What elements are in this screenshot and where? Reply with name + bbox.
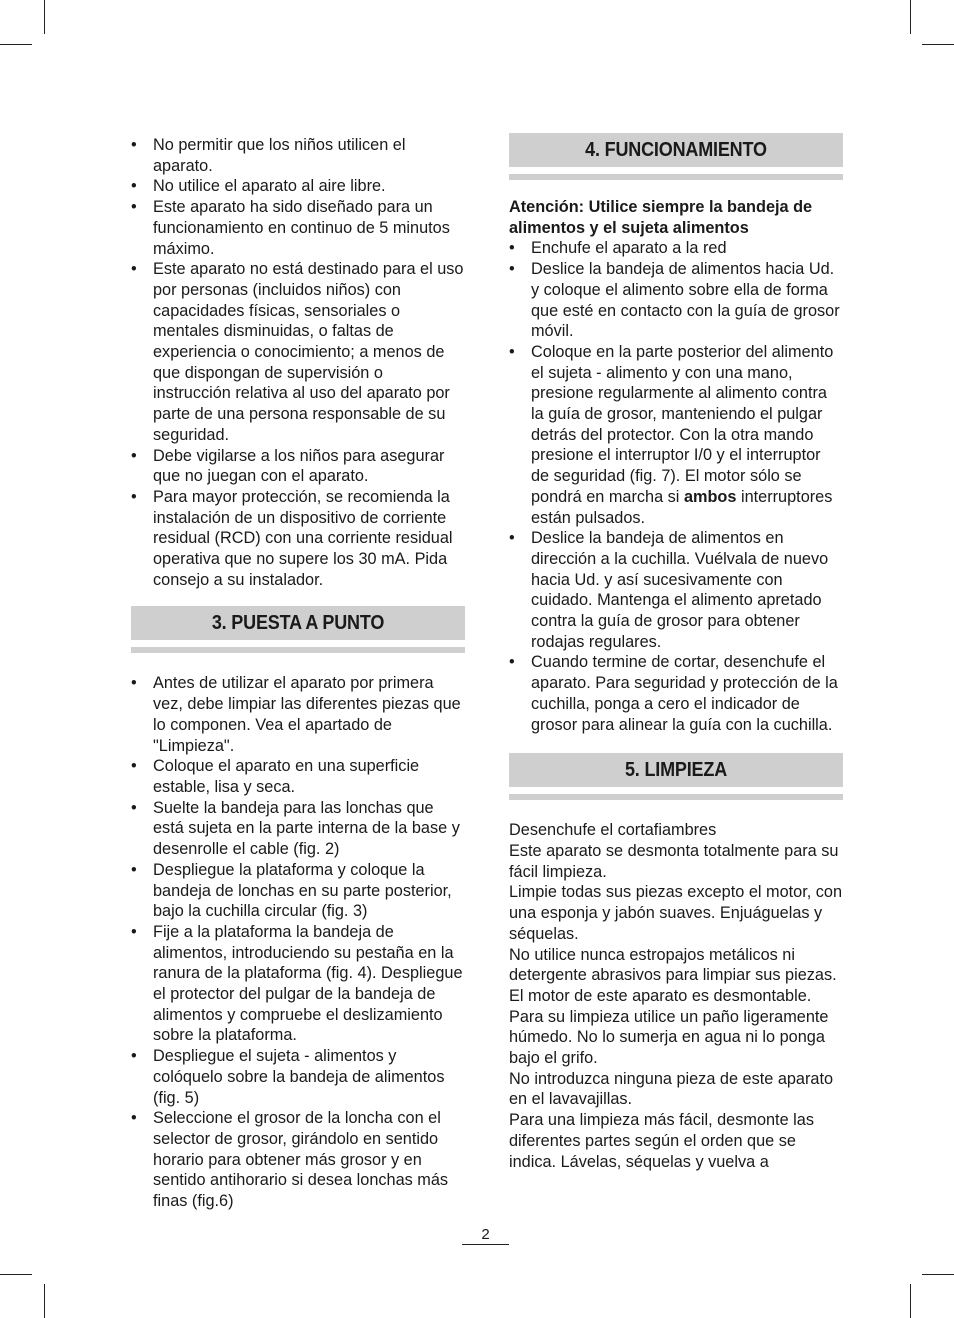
list-item: • Despliegue la plataforma y coloque la bandeja de lonchas en su parte posterior, bajo la cuchilla circular (fig. 3) <box>131 860 465 922</box>
list-item <box>509 342 843 528</box>
crop-mark <box>0 1274 32 1275</box>
list-item-text: interruptores están pulsados. <box>531 487 833 527</box>
list-item: • Debe vigilarse a los niños para asegurar que no juegan con el aparato. <box>131 446 465 487</box>
crop-mark <box>910 0 911 34</box>
attention-note: Atención: Utilice siempre la bandeja de alimentos y el sujeta alimentos <box>509 198 813 237</box>
list-item: • Enchufe el aparato a la red <box>509 238 843 259</box>
crop-mark <box>910 1284 911 1318</box>
crop-mark <box>922 1274 954 1275</box>
list-item: • Coloque el aparato en una superficie estable, lisa y seca. <box>131 756 465 797</box>
paragraph: Limpie todas sus piezas excepto el motor, con una esponja y jabón suaves. Enjuáguelas y séquelas. <box>509 883 843 943</box>
list-item: • Cuando termine de cortar, desenchufe el aparato. Para seguridad y protección de la cuchilla, ponga a cero el indicador de grosor para alinear la guía con la cuchilla. <box>509 652 843 735</box>
page-number: 2 <box>462 1226 509 1245</box>
cleaning-section-header <box>509 753 843 800</box>
list-item: • Antes de utilizar el aparato por primera vez, debe limpiar las diferentes piezas que lo componen. Vea el apartado de "Limpieza". <box>131 673 465 756</box>
section-rule <box>131 647 465 653</box>
operation-list <box>509 238 843 735</box>
paragraph: Este aparato se desmonta totalmente para su fácil limpieza. <box>509 841 839 881</box>
left-column <box>131 135 465 1212</box>
setup-list <box>131 673 465 1211</box>
operation-section-header <box>509 133 843 180</box>
list-item: • Deslice la bandeja de alimentos hacia Ud. y coloque el alimento sobre ella de forma que esté en contacto con la guía de grosor móvil. <box>509 259 843 342</box>
list-item: • Deslice la bandeja de alimentos en dirección a la cuchilla. Vuélvala de nuevo hacia Ud. y así sucesivamente con cuidado. Mantenga el alimento apretado contra la guía de grosor para obtener rodajas regulares. <box>509 528 843 652</box>
list-item: • Despliegue el sujeta - alimentos y colóquelo sobre la bandeja de alimentos (fig. 5) <box>131 1046 465 1108</box>
paragraph: No introduzca ninguna pieza de este aparato en el lavavajillas. <box>509 1069 834 1109</box>
list-item-text: Coloque en la parte posterior del alimento el sujeta - alimento y con una mano, presione regularmente al alimento contra la guía de grosor, manteniendo el pulgar detrás del protector. Con la otra mando presione el interruptor I/0 y el interruptor de seguridad (fig. 7). El motor sólo se pondrá en marcha si <box>531 342 834 506</box>
list-item: • Para mayor protección, se recomienda la instalación de un dispositivo de corriente residual (RCD) con una corriente residual operativa que no supere los 30 mA. Pida consejo a su instalador. <box>131 487 465 591</box>
list-item: • Este aparato ha sido diseñado para un funcionamiento en continuo de 5 minutos máximo. <box>131 197 465 259</box>
emphasis-text: ambos <box>683 487 737 506</box>
paragraph: Para una limpieza más fácil, desmonte las diferentes partes según el orden que se indica. Lávelas, séquelas y vuelva a <box>509 1111 814 1171</box>
section-rule <box>509 794 843 800</box>
list-item: • Fije a la plataforma la bandeja de alimentos, introduciendo su pestaña en la ranura de la plataforma (fig. 4). Despliegue el protector del pulgar de la bandeja de alimentos y compruebe el deslizamiento sobre la plataforma. <box>131 922 465 1046</box>
paragraph: El motor de este aparato es desmontable. Para su limpieza utilice un paño ligeramente húmedo. No lo sumerja en agua ni lo ponga bajo el grifo. <box>509 986 829 1068</box>
paragraph: No utilice nunca estropajos metálicos ni detergente abrasivos para limpiar sus piezas. <box>509 945 837 985</box>
list-item: • No utilice el aparato al aire libre. <box>131 176 465 197</box>
safety-list <box>131 135 465 590</box>
list-item: • Seleccione el grosor de la loncha con el selector de grosor, girándolo en sentido horario para obtener más grosor y en sentido antihorario si desea lonchas más finas (fig.6) <box>131 1108 465 1212</box>
crop-mark <box>44 1284 45 1318</box>
list-item: • No permitir que los niños utilicen el aparato. <box>131 135 465 176</box>
section-title: 3. PUESTA A PUNTO <box>148 606 449 640</box>
paragraph: Desenchufe el cortafiambres <box>509 821 717 840</box>
section-rule <box>509 174 843 180</box>
section-title: 5. LIMPIEZA <box>526 753 827 787</box>
section-title: 4. FUNCIONAMIENTO <box>526 133 827 167</box>
crop-mark <box>44 0 45 34</box>
crop-mark <box>922 44 954 45</box>
right-column <box>509 133 843 1172</box>
setup-section-header <box>131 606 465 653</box>
list-item: • Suelte la bandeja para las lonchas que está sujeta en la parte interna de la base y desenrolle el cable (fig. 2) <box>131 798 465 860</box>
crop-mark <box>0 44 32 45</box>
list-item: • Este aparato no está destinado para el uso por personas (incluidos niños) con capacidades físicas, sensoriales o mentales disminuidas, o faltas de experiencia o conocimiento; a menos de que dispongan de supervisión o instrucción relativa al uso del aparato por parte de una persona responsable de su seguridad. <box>131 259 465 445</box>
cleaning-text <box>509 820 843 1172</box>
